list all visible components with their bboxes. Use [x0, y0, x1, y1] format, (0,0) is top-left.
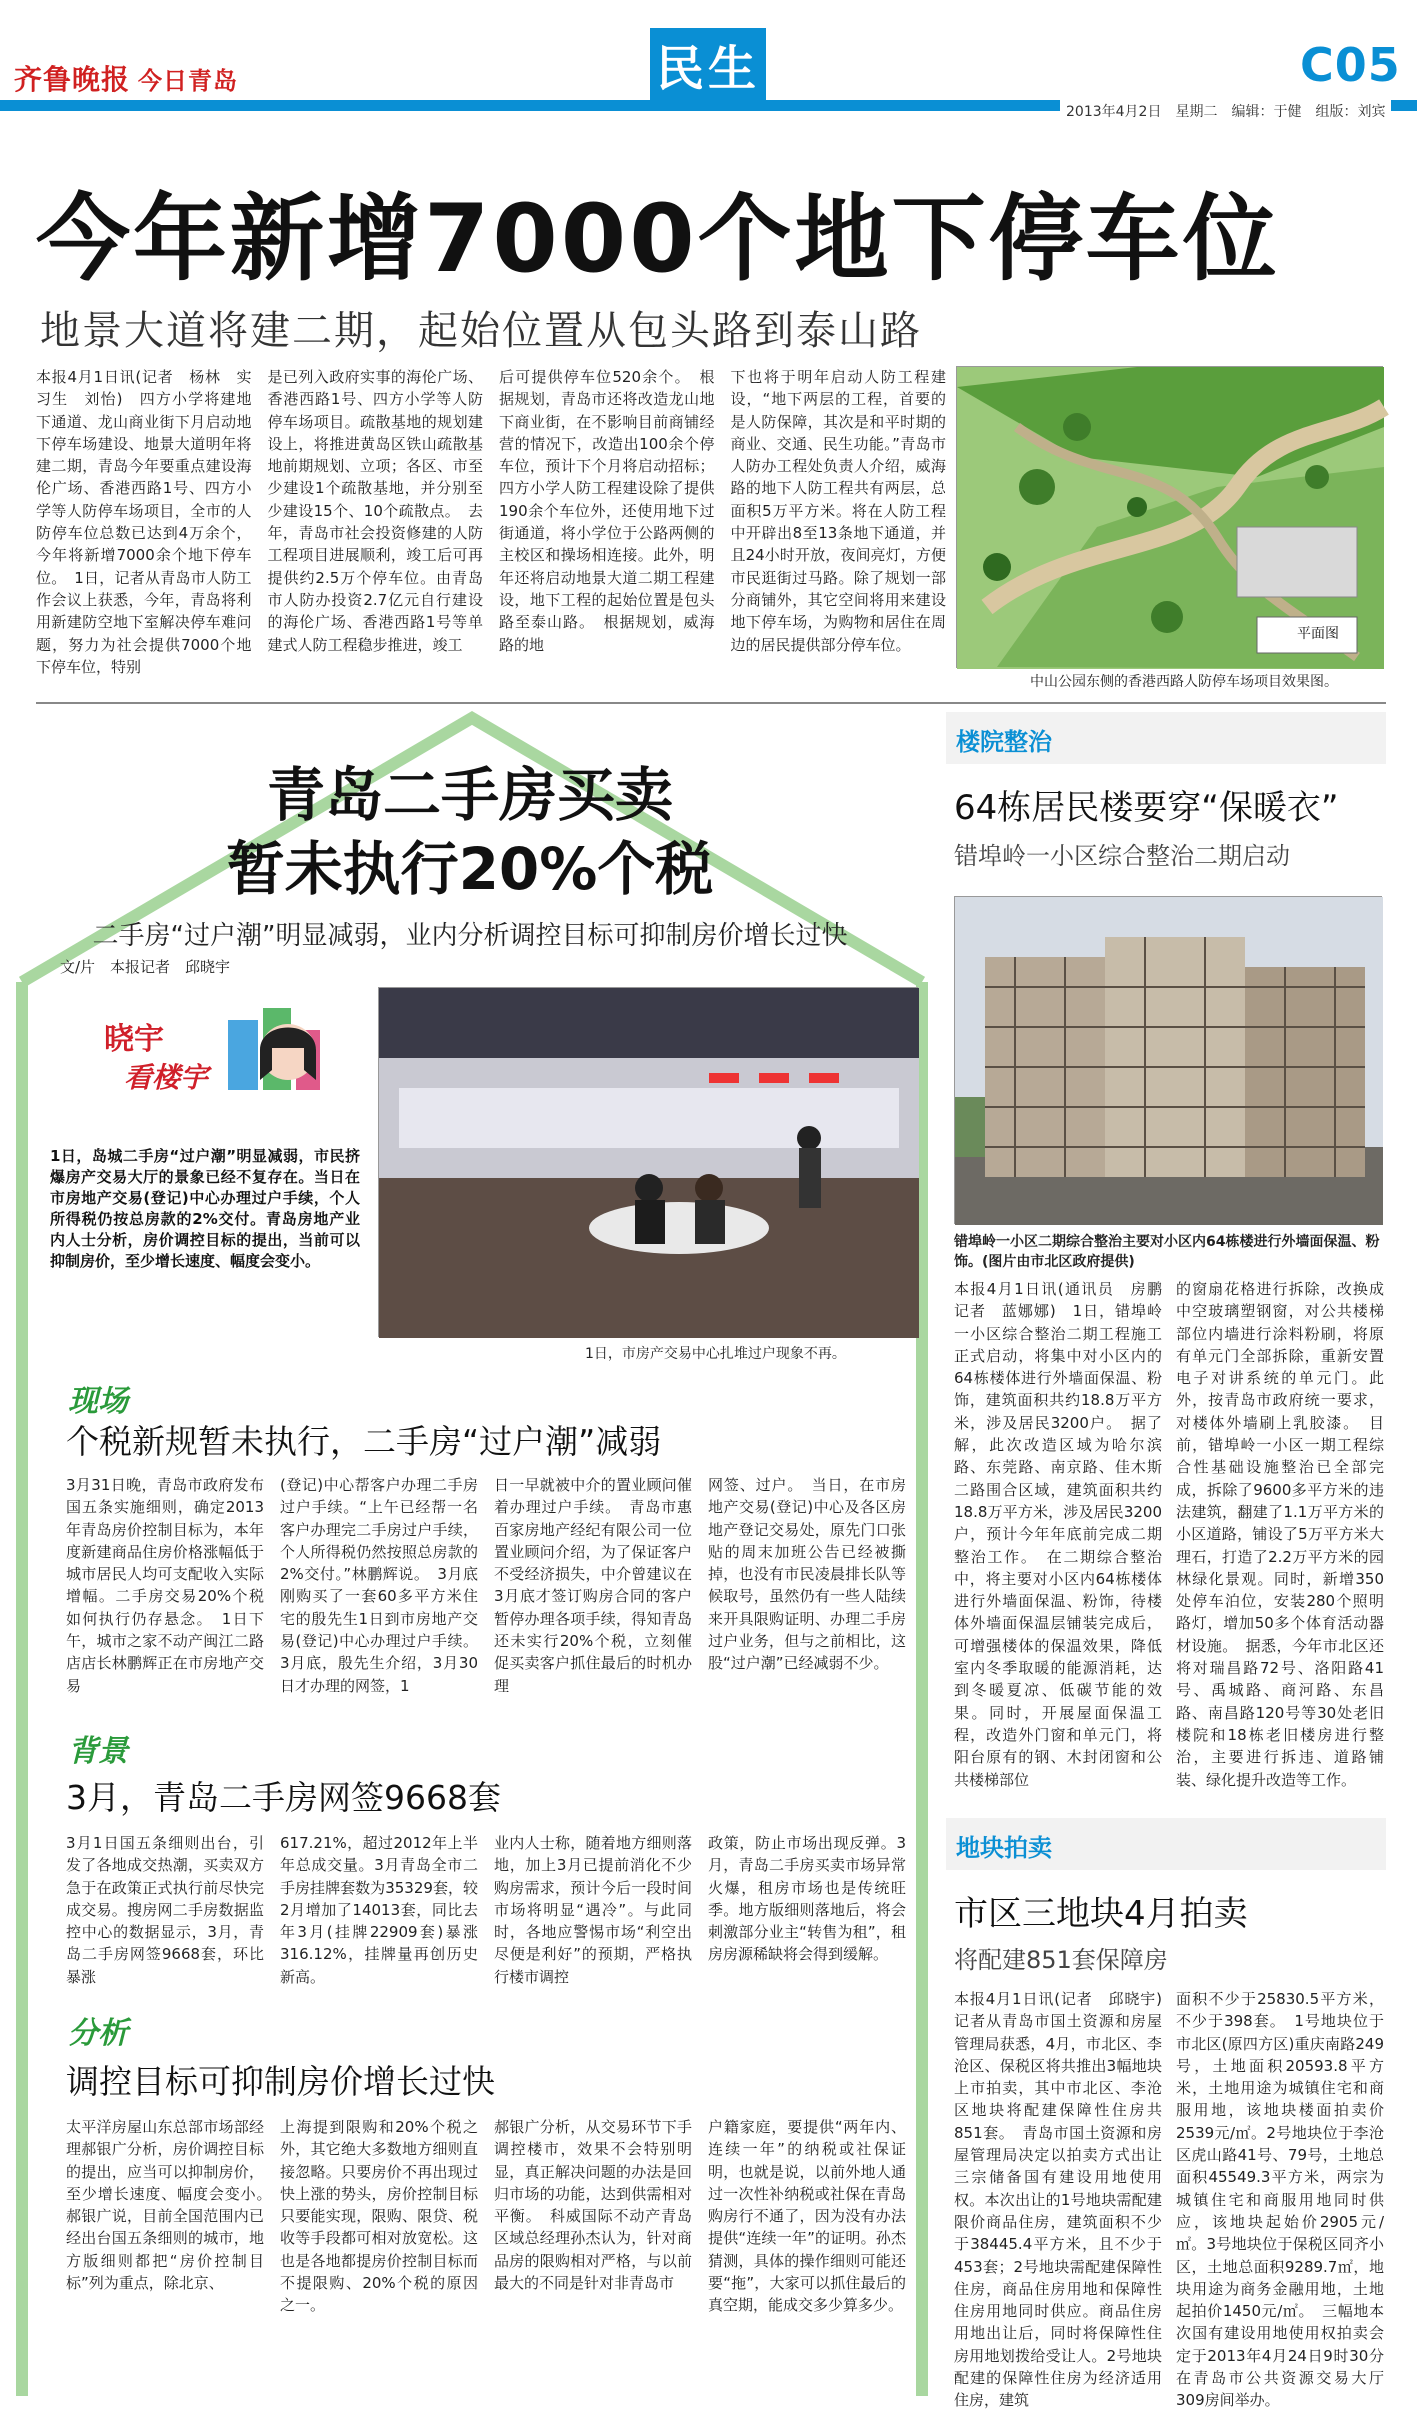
- logo-sub: 今日青岛: [138, 67, 239, 95]
- hall-photo-caption: 1日，市房产交易中心扎堆过户现象不再。: [585, 1346, 846, 1362]
- scene-body: [66, 1474, 906, 1718]
- map-illustration: [956, 366, 1383, 668]
- newspaper-logo: [14, 58, 238, 98]
- background-col-4: 政策，防止市场出现反弹。3月，青岛二手房买卖市场异常火爆，租房市场也是传统旺季。地方版细则落地后，将会刺激部分业主“转售为租”，租房房源稀缺将会得到缓解。: [708, 1834, 906, 1964]
- scene-col-2: (登记)中心帮客户办理二手房过户手续。“上午已经帮一名客户办理完二手房过户手续，个人所得税仍然按照总房款的2%交付。”林鹏辉说。 3月底刚购买了一套60多平方米住宅的殷先生1日到市房地产交易(登记)中心办理过户手续。3月底，殷先生介绍，3月30日才办理的网签，1: [280, 1476, 478, 1695]
- column-logo-bottom: 看楼宇: [124, 1061, 209, 1094]
- warm-section-label: 楼院整治: [956, 728, 1052, 756]
- label-analysis: 分析: [68, 2016, 128, 2051]
- housing-title-1: 青岛二手房买卖: [266, 761, 673, 829]
- warm-subtitle: 错埠岭一小区综合整治二期启动: [954, 842, 1290, 870]
- map-label: 平面图: [1297, 626, 1339, 642]
- warm-col-1: 本报4月1日讯(通讯员 房鹏 记者 蓝娜娜) 1日，错埠岭一小区综合整治二期工程施工正式启动，将集中对小区内的64栋楼体进行外墙面保温、粉饰，建筑面积共约18.8万平方米，涉及居民3200户。 据了解，此次改造区域为哈尔滨路、东莞路、南京路、佳木斯二路围合区域，建筑面积共约18.8万平方米，涉及居民3200户，预计今年年底前完成二期整治工作。 在二期综合整治中，将主要对小区内64栋楼体进行外墙面保温、粉饰，待楼体外墙面保温层铺装完成后，可增强楼体的保温效果，降低室内冬季取暖的能源消耗，达到冬暖夏凉、低碳节能的效果。同时，开展屋面保温工程，改造外门窗和单元门，将阳台原有的钢、木封闭窗和公共楼梯部位: [954, 1280, 1178, 1789]
- lead-col-4: 下也将于明年启动人防工程建设，“地下两层的工程，首要的是人防保障，其次是和平时期的商业、交通、民生功能。”青岛市人防办工程处负责人介绍，威海路的地下人防工程共有两层，总面积5万平方米。将在人防工程中开辟出8至13条地下通道，并且24小时开放，夜间亮灯，方便市民逛街过马路。除了规划一部分商铺外，其它空间将用来建设地下停车场，为购物和居住在周边的居民提供部分停车位。: [730, 368, 946, 654]
- analysis-col-4: 户籍家庭，要提供“两年内、连续一年”的纳税或社保证明，也就是说，以前外地人通过一次性补纳税或社保在青岛购房行不通了，因为没有办法提供“连续一年”的证明。孙杰猜测，具体的操作细则可能还要“拖”，大家可以抓住最后的真空期，能成交多少算多少。: [708, 2118, 906, 2315]
- trading-hall-photo: [378, 987, 918, 1337]
- lead-col-3: 后可提供停车位520余个。 根据规划，青岛市还将改造龙山地下商业街，在不影响目前商铺经营的情况下，改造出100余个停车位，预计下个月将启动招标；四方小学人防工程建设除了提供190余个车位外，还使用地下过街通道，将小学位于公路两侧的主校区和操场相连接。此外，明年还将启动地景大道二期工程建设，地下工程的起始位置是包头路至泰山路。 根据规划，威海路的地: [499, 368, 715, 654]
- background-col-1: 3月1日国五条细则出台，引发了各地成交热潮，买卖双方急于在政策正式执行前尽快完成交易。搜房网二手房数据监控中心的数据显示，3月，青岛二手房网签9668套，环比暴涨: [66, 1834, 264, 1986]
- background-col-3: 业内人士称，随着地方细则落地，加上3月已提前消化不少购房需求，预计今后一段时间市场将明显“遇冷”。与此同时，各地应警惕市场“利空出尽便是利好”的预期，严格执行楼市调控: [494, 1834, 692, 1986]
- analysis-title: 调控目标可抑制房价增长过快: [66, 2062, 495, 2101]
- land-subtitle: 将配建851套保障房: [954, 1946, 1168, 1974]
- warm-col-2: 的窗扇花格进行拆除，改换成中空玻璃塑钢窗，对公共楼梯部位内墙进行涂料粉刷，将原有单元门全部拆除，重新安置电子对讲系统的单元门。此外，按青岛市政府统一要求，对楼体外墙刷上乳胶漆。 目前，错埠岭一小区一期工程综合性基础设施整治已全部完成，拆除了9600多平方米的违法建筑，翻建了1.1万平方米的小区道路，铺设了5万平方米大理石，打造了2.2万平方米的园林绿化景观。同时，新增350处停车泊位，安装280个照明路灯，增加50多个体育活动器材设施。 据悉，今年市北区还将对瑞昌路72号、洛阳路41号、禹城路、商河路、东昌路、南昌路120号等30处老旧楼院和18栋老旧楼房进行整治，主要进行拆违、道路铺装、绿化提升改造等工作。: [1176, 1280, 1384, 1789]
- housing-byline: 文/片 本报记者 邱晓宇: [60, 958, 231, 976]
- column-logo-top: 晓宇: [104, 1022, 164, 1057]
- page-code: C05: [1300, 38, 1401, 92]
- warm-title: 64栋居民楼要穿“保暖衣”: [954, 788, 1339, 828]
- lead-subhead: 地景大道将建二期，起始位置从包头路到泰山路: [40, 308, 922, 354]
- building-scaffold-photo: [954, 896, 1382, 1224]
- land-col-2: 面积不少于25830.5平方米，不少于398套。 1号地块位于市北区(原四方区)重庆南路249号，土地面积20593.8平方米，土地用途为城镇住宅和商服用地，该地块楼面拍卖价2539元/㎡。2号地块位于李沧区虎山路41号、79号，土地总面积45549.3平方米，两宗为城镇住宅和商服用地同时供应，该地块起始价2905元/㎡。3号地块位于保税区同齐小区，土地总面积9289.7㎡，地块用途为商务金融用地，土地起拍价1450元/㎡。 三幅地本次国有建设用地使用权拍卖会定于2013年4月24日9时30分在青岛市公共资源交易大厅309房间举办。: [1176, 1990, 1384, 2410]
- building-scaffold-photo-svg: [955, 897, 1383, 1225]
- label-scene: 现场: [68, 1384, 128, 1419]
- background-body: [66, 1832, 906, 1992]
- housing-intro: 1日，岛城二手房“过户潮”明显减弱，市民挤爆房产交易大厅的景象已经不复存在。当日在市房地产交易(登记)中心办理过户手续，个人所得税仍按总房款的2%交付。青岛房地产业内人士分析，房价调控目标的提出，当前可以抑制房价，至少增长速度、幅度会变小。: [50, 1147, 360, 1270]
- background-col-2: 617.21%，超过2012年上半年总成交量。3月青岛全市二手房挂牌套数为35329套，较2月增加了14013套，同比去年3月(挂牌22909套)暴涨316.12%，挂牌量再创历史新高。: [280, 1834, 478, 1986]
- housing-subtitle: 二手房“过户潮”明显减弱，业内分析调控目标可抑制房价增长过快: [92, 921, 848, 951]
- analysis-col-1: 太平洋房屋山东总部市场部经理郝银广分析，房价调控目标的提出，应当可以抑制房价，至少增长速度、幅度会变小。 郝银广说，目前全国范围内已经出台国五条细则的城市，地方版细则都把“房价控制目标”列为重点，除北京、: [66, 2118, 280, 2293]
- housing-title-2: 暂未执行20%个税: [226, 835, 714, 903]
- logo-main: 齐鲁晚报: [14, 63, 131, 96]
- issue-meta: 2013年4月2日 星期二 编辑：于健 组版：刘宾: [1060, 100, 1391, 124]
- lead-photo-caption: 中山公园东侧的香港西路人防停车场项目效果图。: [1030, 674, 1338, 690]
- lead-headline: 今年新增7000个地下停车位: [36, 185, 1280, 294]
- section-label: 民生: [650, 28, 766, 110]
- scene-title: 个税新规暂未执行，二手房“过户潮”减弱: [66, 1422, 662, 1461]
- label-background: 背景: [68, 1734, 128, 1769]
- scene-col-1: 3月31日晚，青岛市政府发布国五条实施细则，确定2013年青岛房价控制目标为，本年度新建商品住房价格涨幅低于城市居民人均可支配收入实际增幅。二手房交易20%个税如何执行仍存悬念。 1日下午，城市之家不动产闽江二路店店长林鹏辉正在市房地产交易: [66, 1476, 264, 1695]
- land-col-1: 本报4月1日讯(记者 邱晓宇) 记者从青岛市国土资源和房屋管理局获悉，4月，市北区、李沧区、保税区将共推出3幅地块上市拍卖，其中市北区、李沧区地块将配建保障性住房共851套。 青岛市国土资源和房屋管理局决定以拍卖方式出让三宗储备国有建设用地使用权。本次出让的1号地块需配建限价商品住房，建筑面积不少于38445.4平方米，且不少于453套；2号地块需配建保障性住房，商品住房用地和保障性住房用地同时供应。商品住房用地出让后，同时将保障性住房用地划拨给受让人。2号地块配建的保障性住房为经济适用住房，建筑: [954, 1990, 1178, 2410]
- columnist-avatar: [98, 1000, 358, 1110]
- analysis-body: [66, 2116, 906, 2386]
- trading-hall-photo-svg: [379, 988, 919, 1338]
- lead-body: [36, 366, 946, 696]
- land-section-label: 地块拍卖: [956, 1834, 1052, 1862]
- land-title: 市区三地块4月拍卖: [954, 1894, 1248, 1934]
- lead-col-2: 是已列入政府实事的海伦广场、香港西路1号、四方小学等人防停车场项目。疏散基地的规划建设上，将推进黄岛区铁山疏散基地前期规划、立项；各区、市至少建设1个疏散基地，并分别至少建设15个、10个疏散点。 去年，青岛市社会投资修建的人防工程项目进展顺利，竣工后可再提供约2.5万个停车位。由青岛市人防办投资2.7亿元自行建设的海伦广场、香港西路1号等单建式人防工程稳步推进，竣工: [267, 368, 483, 654]
- lead-col-1: 本报4月1日讯(记者 杨林 实习生 刘怡) 四方小学将建地下通道、龙山商业街下月启动地下停车场建设、地景大道明年将建二期，青岛今年要重点建设海伦广场、香港西路1号、四方小学等人防停车场项目，全市的人防停车位总数已达到4万余个，今年将新增7000余个地下停车位。 1日，记者从青岛市人防工作会议上获悉，今年，青岛将利用新建防空地下室解决停车难问题，努力为社会提供7000个地下停车位，特别: [36, 368, 252, 676]
- warm-photo-caption: 错埠岭一小区二期综合整治主要对小区内64栋楼进行外墙面保温、粉饰。(图片由市北区政府提供): [954, 1234, 1380, 1270]
- scene-col-3: 日一早就被中介的置业顾问催着办理过户手续。 青岛市惠百家房地产经纪有限公司一位置业顾问介绍，为了保证客户不受经济损失，中介曾建议在3月底才签订购房合同的客户暂停办理各项手续，得知青岛还未实行20%个税，立刻催促买卖客户抓住最后的时机办理: [494, 1476, 692, 1695]
- land-body: [954, 1988, 1384, 2410]
- analysis-col-3: 郝银广分析，从交易环节下手调控楼市，效果不会特别明显，真正解决问题的办法是回归市场的功能，达到供需相对平衡。 科威国际不动产青岛区域总经理孙杰认为，针对商品房的限购相对严格，与以前最大的不同是针对非青岛市: [494, 2118, 692, 2293]
- background-title: 3月，青岛二手房网签9668套: [66, 1778, 501, 1817]
- section-divider: [36, 702, 1386, 704]
- analysis-col-2: 上海提到限购和20%个税之外，其它绝大多数地方细则直接忽略。只要房价不再出现过快上涨的势头，房价控制目标只要能实现，限购、限贷、税收等手段都可相对放宽松。这也是各地都提房价控制目标而不提限购、20%个税的原因之一。: [280, 2118, 478, 2315]
- scene-col-4: 网签、过户。 当日，在市房地产交易(登记)中心及各区房地产登记交易处，原先门口张贴的周末加班公告已经被撕掉，也没有市民凌晨排长队等候取号，虽然仍有一些人陆续来开具限购证明、办理二手房过户业务，但与之前相比，这股“过户潮”已经减弱不少。: [708, 1476, 906, 1673]
- warm-body: [954, 1278, 1384, 1808]
